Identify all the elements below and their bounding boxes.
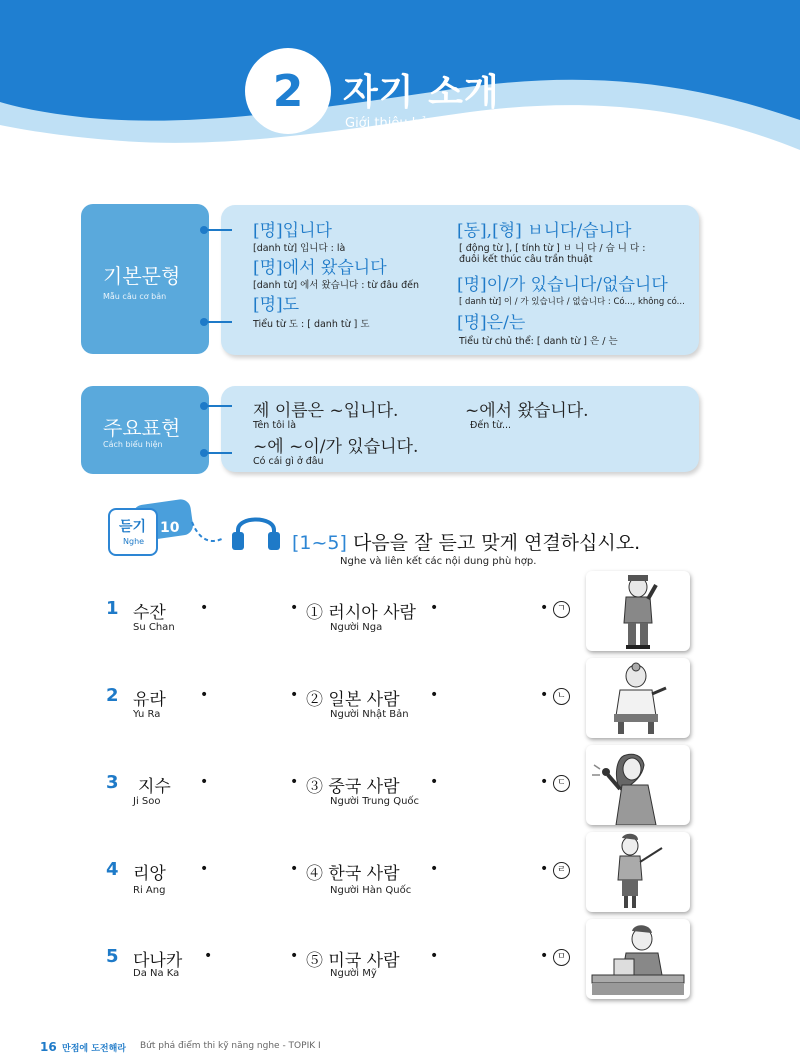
pattern-6: [명]은/는: [457, 313, 526, 333]
person-name-vi: Su Chan: [133, 622, 175, 633]
page-number: 16: [40, 1040, 57, 1054]
picture-police-officer: [586, 571, 690, 651]
nationality-vi: Người Hàn Quốc: [330, 885, 412, 896]
nationality-vi: Người Trung Quốc: [330, 796, 420, 807]
person-name: 다나카: [133, 951, 183, 971]
item-number: 5: [106, 946, 119, 967]
expression-3: ~에서 왔습니다.: [465, 401, 589, 421]
person-name: 지수: [138, 777, 171, 797]
picture-student-reading: [586, 919, 690, 999]
picture-marker: ㄱ: [553, 601, 570, 618]
person-name-vi: Da Na Ka: [133, 968, 180, 979]
connect-dot[interactable]: •: [290, 948, 299, 964]
listening-instruction: [292, 528, 640, 555]
connect-dot[interactable]: •: [204, 948, 213, 964]
connector-dot: [200, 402, 208, 410]
connect-dot[interactable]: •: [430, 861, 439, 877]
connect-dot[interactable]: •: [290, 861, 299, 877]
pattern-6-note: Tiểu từ chủ thể: [ danh từ ] 은 / 는: [459, 336, 618, 347]
connector-line: [204, 321, 232, 323]
listening-badge-label: 듣기: [119, 519, 147, 535]
picture-marker: ㄴ: [553, 688, 570, 705]
pattern-4-note: [ động từ ], [ tính từ ] ㅂ 니 다 / 습 니 다 :: [459, 243, 646, 254]
key-expressions-tab: [81, 386, 209, 474]
expression-1: 제 이름은 ~입니다.: [253, 401, 399, 421]
pattern-4: [동],[형] ㅂ니다/습니다: [457, 221, 632, 241]
listening-badge-sub: Nghe: [123, 537, 145, 546]
pattern-1-note: [danh từ] 입니다 : là: [253, 243, 346, 254]
person-name: 유라: [133, 690, 166, 710]
expression-1-vi: Tên tôi là: [253, 420, 297, 431]
pattern-2-note: [danh từ] 에서 왔습니다 : từ đâu đến: [253, 280, 419, 291]
connect-dot[interactable]: •: [200, 774, 209, 790]
headphones-icon: [188, 508, 280, 554]
pattern-3-note: Tiểu từ 도 : [ danh từ ] 도: [253, 319, 370, 330]
connect-dot[interactable]: •: [540, 948, 549, 964]
connect-dot[interactable]: •: [200, 600, 209, 616]
connect-dot[interactable]: •: [540, 600, 549, 616]
expression-2-vi: Có cái gì ở đâu: [253, 456, 324, 467]
item-number: 3: [106, 772, 119, 793]
nationality: ③ 중국 사람: [306, 777, 400, 797]
picture-teacher: [586, 832, 690, 912]
picture-marker: ㄹ: [553, 862, 570, 879]
item-number: 1: [106, 598, 119, 619]
picture-marker: ㅁ: [553, 949, 570, 966]
picture-marker: ㄷ: [553, 775, 570, 792]
key-expressions-tab-label: 주요표현: [103, 416, 181, 440]
instruction-text: 다음을 잘 듣고 맞게 연결하십시오.: [352, 532, 641, 554]
person-name-vi: Ri Ang: [133, 885, 166, 896]
item-number: 2: [106, 685, 119, 706]
chapter-title: 자기 소개: [343, 72, 500, 113]
connect-dot[interactable]: •: [430, 687, 439, 703]
connect-dot[interactable]: •: [290, 600, 299, 616]
basic-patterns-tab-sub: Mẫu câu cơ bản: [103, 292, 167, 301]
connect-dot[interactable]: •: [540, 861, 549, 877]
expression-2: ~에 ~이/가 있습니다.: [253, 437, 419, 457]
pattern-1: [명]입니다: [253, 221, 332, 241]
connector-dot: [200, 226, 208, 234]
instruction-range: [1~5]: [292, 532, 347, 554]
pattern-2: [명]에서 왔습니다: [253, 258, 387, 278]
expression-3-vi: Đến từ...: [470, 420, 512, 431]
teacher-illustration: [586, 832, 690, 912]
pattern-3: [명]도: [253, 295, 300, 315]
connect-dot[interactable]: •: [430, 948, 439, 964]
person-name: 수잔: [133, 603, 166, 623]
nationality-vi: Người Mỹ: [330, 968, 377, 979]
student-reading-illustration: [586, 919, 690, 999]
track-number: 10: [160, 520, 180, 536]
nationality-vi: Người Nga: [330, 622, 383, 633]
picture-singer: [586, 745, 690, 825]
connect-dot[interactable]: •: [290, 687, 299, 703]
connect-dot[interactable]: •: [540, 774, 549, 790]
nationality-vi: Người Nhật Bản: [330, 709, 409, 720]
connector-line: [204, 405, 232, 407]
connect-dot[interactable]: •: [200, 687, 209, 703]
book-subtitle: Bứt phá điểm thi kỹ năng nghe - TOPIK I: [140, 1041, 321, 1051]
basic-patterns-tab-label: 기본문형: [103, 264, 181, 288]
connector-dot: [200, 318, 208, 326]
picture-doctor: [586, 658, 690, 738]
pattern-4-note-2: đuôi kết thúc câu trần thuật: [459, 254, 593, 265]
connector-line: [204, 452, 232, 454]
connect-dot[interactable]: •: [200, 861, 209, 877]
nationality: ④ 한국 사람: [306, 864, 400, 884]
person-name: 리앙: [133, 864, 166, 884]
chapter-number-badge: 2: [245, 48, 331, 134]
nationality: ⑤ 미국 사람: [306, 951, 400, 971]
chapter-subtitle: Giới thiệu bản thân: [345, 116, 470, 131]
singer-illustration: [586, 745, 690, 825]
nationality: ② 일본 사람: [306, 690, 400, 710]
police-officer-illustration: [586, 571, 690, 651]
key-expressions-tab-sub: Cách biểu hiện: [103, 440, 163, 449]
connector-line: [204, 229, 232, 231]
basic-patterns-tab: [81, 204, 209, 354]
connect-dot[interactable]: •: [290, 774, 299, 790]
connect-dot[interactable]: •: [430, 774, 439, 790]
pattern-5-note: [ danh từ] 이 / 가 있습니다 / 없습니다 : Có..., không có...: [459, 297, 685, 307]
connect-dot[interactable]: •: [430, 600, 439, 616]
item-number: 4: [106, 859, 119, 880]
doctor-illustration: [586, 658, 690, 738]
person-name-vi: Ji Soo: [133, 796, 161, 807]
connect-dot[interactable]: •: [540, 687, 549, 703]
person-name-vi: Yu Ra: [133, 709, 161, 720]
connector-dot: [200, 449, 208, 457]
listening-badge: [108, 508, 158, 556]
listening-instruction-vi: Nghe và liên kết các nội dung phù hợp.: [340, 556, 537, 567]
nationality: ① 러시아 사람: [306, 603, 416, 623]
book-title: 만점에 도전해라: [62, 1044, 126, 1054]
pattern-5: [명]이/가 있습니다/없습니다: [457, 275, 668, 295]
